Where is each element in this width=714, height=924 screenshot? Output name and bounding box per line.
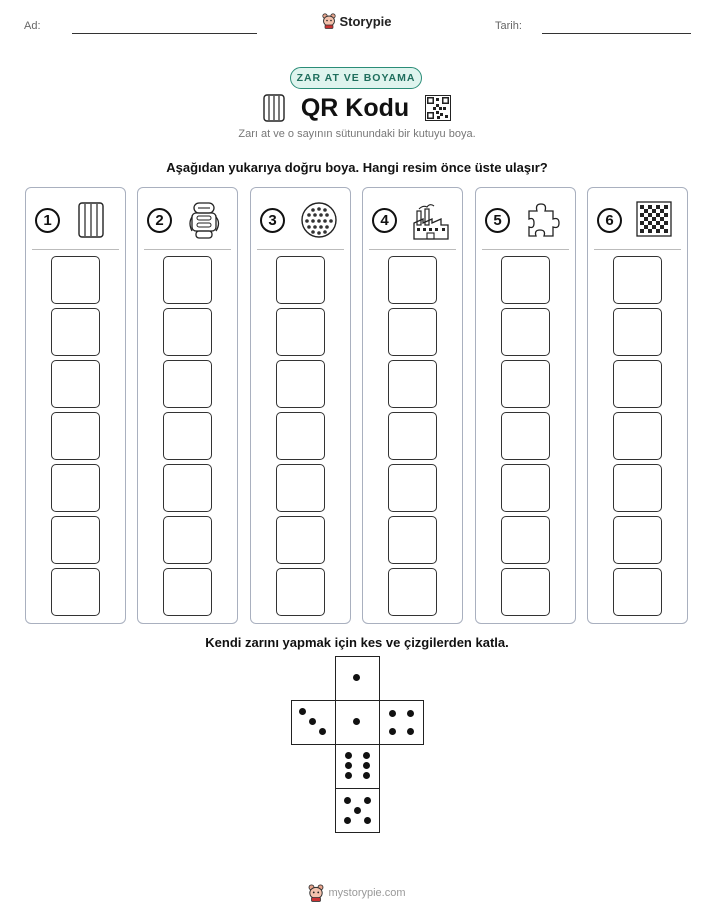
column-1 <box>25 187 126 624</box>
column-number: 4 <box>372 208 397 233</box>
color-box[interactable] <box>388 516 437 564</box>
dice-pip <box>345 762 352 769</box>
dice-pip <box>353 718 360 725</box>
dice-pip <box>344 817 351 824</box>
column-5 <box>475 187 576 624</box>
column-number: 6 <box>597 208 622 233</box>
dice-face-6 <box>335 744 380 789</box>
brand-name: Storypie <box>339 13 392 29</box>
color-box[interactable] <box>163 308 212 356</box>
color-box[interactable] <box>51 360 100 408</box>
column-divider <box>594 249 681 250</box>
column-header <box>363 200 462 238</box>
subtitle: Zarı at ve o sayının sütunundaki bir kutuyu boya. <box>238 128 476 140</box>
color-box[interactable] <box>501 360 550 408</box>
column-divider <box>32 249 119 250</box>
color-box[interactable] <box>51 516 100 564</box>
dice-pip <box>389 710 396 717</box>
dice-face-1 <box>335 656 380 701</box>
column-header <box>138 200 237 238</box>
column-header <box>251 200 350 238</box>
footer-url[interactable]: mystorypie.com <box>328 887 406 899</box>
color-box[interactable] <box>276 308 325 356</box>
date-label: Tarih: <box>495 20 522 32</box>
dice-pip <box>407 710 414 717</box>
color-box[interactable] <box>388 256 437 304</box>
brand-logo <box>0 13 714 29</box>
color-box[interactable] <box>501 412 550 460</box>
factory-icon <box>411 201 451 241</box>
dice-pip <box>364 817 371 824</box>
color-box[interactable] <box>163 568 212 616</box>
color-box[interactable] <box>163 464 212 512</box>
qr-code-icon <box>425 95 451 121</box>
color-box[interactable] <box>163 516 212 564</box>
color-box[interactable] <box>51 412 100 460</box>
color-box[interactable] <box>276 360 325 408</box>
storypie-mascot-icon <box>308 884 324 902</box>
dice-pip <box>389 728 396 735</box>
color-box[interactable] <box>613 360 662 408</box>
column-3 <box>250 187 351 624</box>
color-box[interactable] <box>51 464 100 512</box>
color-box[interactable] <box>501 464 550 512</box>
color-box[interactable] <box>51 256 100 304</box>
color-box[interactable] <box>388 568 437 616</box>
dice-pip <box>309 718 316 725</box>
name-label: Ad: <box>24 20 41 32</box>
column-number: 3 <box>260 208 285 233</box>
color-box[interactable] <box>51 568 100 616</box>
date-write-line <box>542 33 691 34</box>
column-4 <box>362 187 463 624</box>
dice-pip <box>345 772 352 779</box>
dice-pip <box>354 807 361 814</box>
cut-instruction: Kendi zarını yapmak için kes ve çizgilerden katla. <box>205 635 509 650</box>
dice-pip <box>344 797 351 804</box>
dice-pip <box>299 708 306 715</box>
dice-face-3 <box>291 700 336 745</box>
color-box[interactable] <box>163 256 212 304</box>
column-header <box>476 200 575 238</box>
name-write-line <box>72 33 257 34</box>
color-box[interactable] <box>501 256 550 304</box>
color-box[interactable] <box>613 568 662 616</box>
color-box[interactable] <box>613 516 662 564</box>
column-header <box>588 200 687 238</box>
dice-pip <box>364 797 371 804</box>
title-row <box>0 92 714 124</box>
color-box[interactable] <box>613 464 662 512</box>
color-box[interactable] <box>276 464 325 512</box>
dice-pip <box>353 674 360 681</box>
dice-pip <box>345 752 352 759</box>
color-box[interactable] <box>501 516 550 564</box>
column-number: 5 <box>485 208 510 233</box>
page-title: QR Kodu <box>300 93 410 122</box>
column-divider <box>369 249 456 250</box>
dice-pip <box>363 752 370 759</box>
color-box[interactable] <box>501 308 550 356</box>
column-number: 2 <box>147 208 172 233</box>
dice-face-5 <box>335 788 380 833</box>
color-box[interactable] <box>388 464 437 512</box>
puzzle-piece-icon <box>524 201 560 241</box>
robot-device-icon <box>186 201 222 241</box>
coloring-instruction: Aşağıdan yukarıya doğru boya. Hangi resim önce üste ulaşır? <box>166 160 548 175</box>
column-2 <box>137 187 238 624</box>
color-box[interactable] <box>163 360 212 408</box>
color-box[interactable] <box>276 516 325 564</box>
column-divider <box>482 249 569 250</box>
dice-face-1 <box>335 700 380 745</box>
color-box[interactable] <box>388 308 437 356</box>
color-box[interactable] <box>276 568 325 616</box>
column-number: 1 <box>35 208 60 233</box>
color-box[interactable] <box>388 412 437 460</box>
column-divider <box>144 249 231 250</box>
dice-pip <box>363 772 370 779</box>
dice-pip <box>363 762 370 769</box>
dice-pip <box>407 728 414 735</box>
dice-pip <box>319 728 326 735</box>
column-header <box>26 200 125 238</box>
activity-badge: ZAR AT VE BOYAMA <box>290 67 422 89</box>
color-box[interactable] <box>613 308 662 356</box>
color-box[interactable] <box>613 256 662 304</box>
color-box[interactable] <box>613 412 662 460</box>
column-6 <box>587 187 688 624</box>
footer <box>0 884 714 902</box>
ribbed-panel-icon <box>263 94 285 122</box>
qr-code-icon <box>636 201 672 237</box>
color-box[interactable] <box>501 568 550 616</box>
color-box[interactable] <box>388 360 437 408</box>
column-divider <box>257 249 344 250</box>
color-box[interactable] <box>163 412 212 460</box>
storypie-mascot-icon <box>322 13 336 29</box>
color-box[interactable] <box>51 308 100 356</box>
dotted-circle-icon <box>299 201 339 241</box>
ribbed-panel-icon <box>74 201 108 241</box>
dice-face-4 <box>379 700 424 745</box>
color-box[interactable] <box>276 256 325 304</box>
color-box[interactable] <box>276 412 325 460</box>
